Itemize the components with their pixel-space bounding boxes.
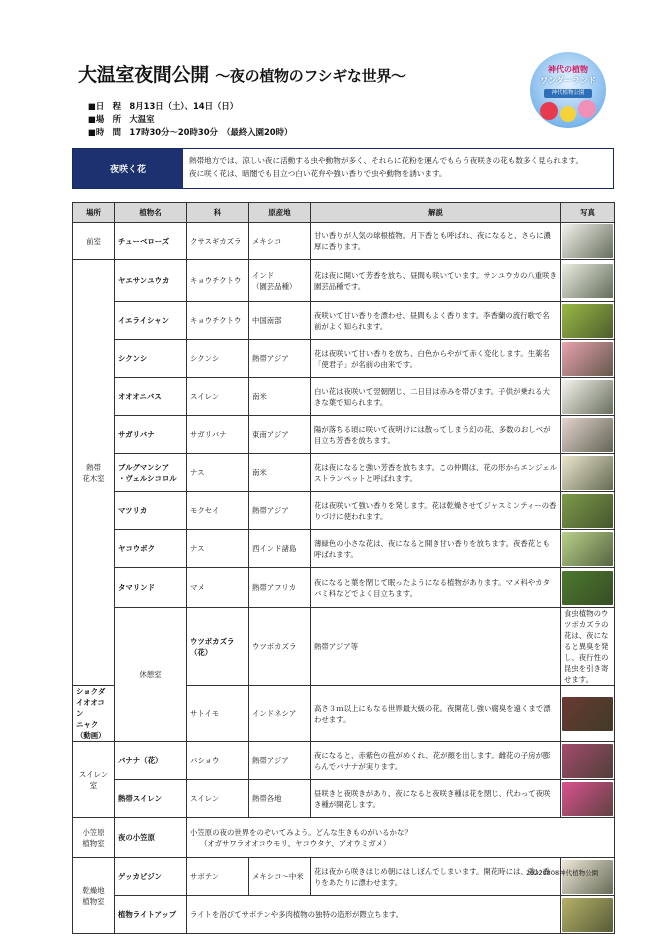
origin-line: 西インド諸島: [252, 544, 297, 553]
family-cell: サガリバナ: [187, 416, 249, 454]
origin-cell: [249, 416, 311, 454]
family-cell: サボテン: [187, 858, 249, 896]
table-row: [73, 260, 615, 302]
origin-cell: [249, 858, 311, 896]
photo-cell: [561, 260, 615, 302]
description-cell: 薄緑色の小さな花は、夜になると開き甘い香りを放ちます。夜香花とも呼ばれます。: [311, 530, 561, 568]
origin-line: 中国南部: [252, 316, 282, 325]
header-family: 科: [187, 203, 249, 223]
logo-flower-red: [540, 102, 558, 120]
header-name: 植物名: [115, 203, 187, 223]
title-main: 大温室夜間公開: [78, 64, 209, 86]
table-row: [73, 454, 615, 492]
plant-name-line: シクンシ: [118, 354, 148, 363]
description-cell: 夜になると葉を閉じて眠ったようになる植物があります。マメ科やカタバミ科などでよく目立ちます。: [311, 568, 561, 608]
photo-cell: [561, 780, 615, 818]
plant-name-line: イエライシャン: [118, 316, 170, 325]
photo-cell: [561, 492, 615, 530]
title-sub: ～夜の植物のフシギな世界～: [215, 67, 406, 85]
photo-cell: [561, 686, 615, 742]
family-cell: バショウ: [187, 742, 249, 780]
table-row: [73, 896, 615, 934]
plant-name: 夜の小笠原: [115, 818, 187, 858]
origin-line: 熱帯アジア: [252, 506, 289, 515]
logo-flower-yellow: [560, 106, 576, 122]
plant-photo: [562, 494, 613, 528]
description-cell: 食虫植物のウツボカズラの花は、夜になると異臭を発し、夜行性の昆虫を引き寄せます。: [561, 608, 615, 686]
plant-name: [115, 454, 187, 492]
table-row: [73, 416, 615, 454]
family-cell: ナス: [187, 530, 249, 568]
origin-cell: [249, 454, 311, 492]
plant-name-line: 熱帯スイレン: [118, 794, 163, 803]
place-cell: [73, 858, 115, 934]
table-row: [73, 530, 615, 568]
logo-line3: 神代植物公園: [544, 89, 592, 98]
plant-name: [115, 492, 187, 530]
table-row: [73, 780, 615, 818]
family-cell: マメ: [187, 568, 249, 608]
plant-photo: [562, 224, 613, 258]
description-cell: 甘い香りが人気の球根植物。月下香とも呼ばれ、夜になると、さらに濃厚に香ります。: [311, 223, 561, 260]
plant-photo: [562, 418, 613, 452]
ogasawara-description: [187, 818, 615, 858]
lightup-description: ライトを浴びてサボテンや多肉植物の独特の造形が際立ちます。: [187, 896, 561, 934]
table-header-row: [73, 203, 615, 223]
info-time: [88, 126, 292, 138]
table-row: [73, 742, 615, 780]
origin-cell: [249, 568, 311, 608]
description-cell: 夜になると、赤紫色の苞がめくれ、花が顔を出します。雌花の子房が膨らんでバナナが実ります。: [311, 742, 561, 780]
info-time-text: ■時 間 17時30分～20時30分 （最終入園20時）: [88, 127, 293, 137]
plant-name: [115, 858, 187, 896]
info-dates: [88, 100, 238, 112]
logo-line2: ワンダーランド: [540, 76, 596, 85]
place-line: 植物室: [82, 838, 105, 848]
plant-name-line: 植物ライトアップ: [118, 910, 177, 919]
header-photo: 写真: [561, 203, 615, 223]
info-place-text: ■場 所 大温室: [88, 114, 155, 124]
photo-cell: [561, 416, 615, 454]
plant-photo: [562, 342, 613, 376]
place-line: 乾燥地: [82, 885, 105, 895]
description-cell: 花は夜になると強い芳香を放ちます。この仲間は、花の形からエンジェルストランペットと呼ばれます。: [311, 454, 561, 492]
description-cell: 白い花は夜咲いて翌朝閉じ、二日目は赤みを帯びます。子供が乗れる大きな葉で知られます。: [311, 378, 561, 416]
plant-name-line: マツリカ: [118, 506, 148, 515]
description-cell: 花は夜咲いて強い香りを発します。花は乾燥させてジャスミンティーの香りづけに使われます。: [311, 492, 561, 530]
origin-line: 南米: [252, 468, 267, 477]
plant-name: [115, 530, 187, 568]
family-cell: キョウチクトウ: [187, 302, 249, 340]
origin-cell: [249, 530, 311, 568]
header-place: 場所: [73, 203, 115, 223]
origin-line: 熱帯アジア: [252, 354, 289, 363]
origin-line: 東南アジア: [252, 430, 289, 439]
table-row: [73, 340, 615, 378]
plant-name-line: ゲッカビジン: [118, 872, 162, 881]
plant-name: [187, 608, 249, 686]
origin-line: インド: [252, 270, 275, 280]
logo-line1: 神代の植物: [548, 65, 588, 74]
banner-line2: 夜に咲く花は、暗闇でも目立つ白い花弁や強い香りで虫や動物を誘います。: [189, 169, 447, 178]
origin-cell: [249, 378, 311, 416]
place-line: スイレン: [78, 769, 109, 779]
plant-name-line: ウツボカズラ: [190, 636, 235, 646]
plant-photo: [562, 782, 613, 816]
table-body: [73, 223, 615, 934]
origin-line: インドネシア: [252, 709, 297, 718]
info-place: [88, 113, 155, 125]
description-cell: 高さ３ｍ以上にもなる世界最大級の花。夜開花し強い腐臭を遠くまで漂わせます。: [311, 686, 561, 742]
plant-photo: [562, 898, 613, 932]
origin-cell: [249, 340, 311, 378]
place-line: 花木室: [82, 473, 105, 483]
footer-credit: 20220808神代植物公園: [526, 869, 599, 877]
place-line: 植物室: [82, 896, 105, 906]
table-row: [73, 818, 615, 858]
table-row: [73, 492, 615, 530]
place-cell: 休憩室: [115, 608, 187, 742]
plant-photo: [562, 532, 613, 566]
header-origin: 原産地: [249, 203, 311, 223]
ogasawara-line2: （オガサワラオオコウモリ、ヤコウタケ、アオウミガメ）: [200, 838, 391, 848]
origin-line: 熱帯各地: [252, 794, 282, 803]
plant-photo: [562, 264, 613, 298]
plant-name: [115, 340, 187, 378]
plant-photo: [562, 571, 613, 605]
origin-line: 熱帯アフリカ: [252, 583, 296, 592]
photo-cell: [561, 223, 615, 260]
photo-cell: [561, 530, 615, 568]
info-dates-text: ■日 程 8月13日（土）、14日（日）: [88, 101, 239, 111]
origin-cell: [249, 223, 311, 260]
description-cell: 花は夜から咲きはじめ朝にはしぼんでしまいます。開花時には、強い香りをあたりに漂わせます。: [311, 858, 561, 896]
plant-name-line: ヤエサンユウカ: [118, 276, 170, 285]
family-cell: スイレン: [187, 780, 249, 818]
place-cell: [73, 818, 115, 858]
family-cell: ナス: [187, 454, 249, 492]
header-description: 解説: [311, 203, 561, 223]
description-cell: 夜咲いて甘い香りを漂わせ、昼間もよく香ります。李香蘭の流行歌で名前がよく知られます。: [311, 302, 561, 340]
photo-cell: [561, 302, 615, 340]
night-flowers-banner: [72, 148, 614, 189]
photo-cell: [561, 896, 615, 934]
photo-cell: [561, 742, 615, 780]
origin-line: メキシコ: [252, 236, 282, 246]
plant-name: [115, 378, 187, 416]
plant-name-line: ショクダイオオコン: [76, 687, 106, 718]
plant-name-line: バナナ（花）: [118, 756, 163, 765]
place-cell: [73, 260, 115, 686]
plant-photo: [562, 304, 613, 338]
plant-name: [115, 568, 187, 608]
table-row: [73, 608, 615, 686]
plant-name-line: ヤコウボク: [118, 544, 155, 553]
table-row: [73, 568, 615, 608]
family-cell: クサスギカズラ: [187, 223, 249, 260]
table-row: [73, 302, 615, 340]
page-title: [78, 60, 406, 87]
description-cell: 花は夜咲いて甘い香りを放ち、白色からやがて赤く変化します。生薬名「使君子」が名前の由来です。: [311, 340, 561, 378]
plant-name: [73, 686, 115, 742]
photo-cell: [561, 454, 615, 492]
place-line: 室: [89, 780, 98, 790]
family-cell: スイレン: [187, 378, 249, 416]
origin-cell: [249, 780, 311, 818]
place-line: 熱帯: [86, 462, 101, 472]
origin-cell: [249, 302, 311, 340]
plant-name: [115, 896, 187, 934]
plant-photo: [562, 744, 613, 778]
family-cell: サトイモ: [187, 686, 249, 742]
origin-cell: [249, 742, 311, 780]
photo-cell: [561, 340, 615, 378]
banner-text: [189, 154, 609, 180]
park-logo: [530, 52, 606, 128]
logo-flower-pink: [578, 100, 596, 118]
plant-photo: [562, 697, 613, 731]
plant-name-line: サガリバナ: [118, 430, 155, 439]
plant-name-line: ブルグマンシア: [118, 462, 170, 472]
place-line: 小笠原: [82, 827, 105, 837]
banner-label: 夜咲く花: [73, 149, 183, 188]
origin-cell: [311, 608, 561, 686]
plant-photo: [562, 456, 613, 490]
ogasawara-line1: 小笠原の夜の世界をのぞいてみよう。どんな生きものがいるかな？: [190, 827, 412, 837]
origin-cell: [249, 686, 311, 742]
plant-name-line: タマリンド: [118, 583, 155, 592]
origin-line: 熱帯アジア等: [314, 642, 359, 651]
plant-name-line: オオオニバス: [118, 392, 162, 401]
plant-name: [115, 260, 187, 302]
description-cell: 昼咲きと夜咲きがあり、夜になると夜咲き種は花を閉じ、代わって夜咲き種が開花します。: [311, 780, 561, 818]
banner-line1: 熱帯地方では、涼しい夜に活動する虫や動物が多く、それらに花粉を運んでもらう夜咲きの花も数多く見られます。: [189, 156, 584, 165]
photo-cell: [561, 568, 615, 608]
plant-name: [115, 302, 187, 340]
origin-line: 南米: [252, 392, 267, 401]
plant-name-line: ・ヴェルシコロル: [118, 473, 177, 483]
plant-photo: [562, 380, 613, 414]
table-row: [73, 223, 615, 260]
plant-table: [72, 202, 615, 934]
place-cell: 前室: [73, 223, 115, 260]
origin-line: （園芸品種）: [252, 281, 297, 291]
plant-name-line: （花）: [190, 647, 213, 657]
plant-name: [115, 742, 187, 780]
plant-name-line: ニャク（動画）: [76, 720, 106, 740]
origin-line: 熱帯アジア: [252, 756, 289, 765]
description-cell: 花は夜に開いて芳香を放ち、昼間も咲いています。サンユウカの八重咲き園芸品種です。: [311, 260, 561, 302]
origin-cell: [249, 492, 311, 530]
origin-cell: [249, 260, 311, 302]
plant-name: [115, 416, 187, 454]
family-cell: ウツボカズラ: [249, 608, 311, 686]
family-cell: モクセイ: [187, 492, 249, 530]
origin-line: メキシコ～中米: [252, 872, 304, 881]
plant-name-line: チューベローズ: [118, 236, 170, 246]
plant-name: [115, 780, 187, 818]
plant-name: [115, 223, 187, 260]
family-cell: シクンシ: [187, 340, 249, 378]
photo-cell: [561, 378, 615, 416]
description-cell: 陽が落ちる頃に咲いて夜明けには散ってしまう幻の花、多数のおしべが目立ち芳香を放ちます。: [311, 416, 561, 454]
family-cell: キョウチクトウ: [187, 260, 249, 302]
table-row: [73, 378, 615, 416]
place-cell: [73, 742, 115, 818]
